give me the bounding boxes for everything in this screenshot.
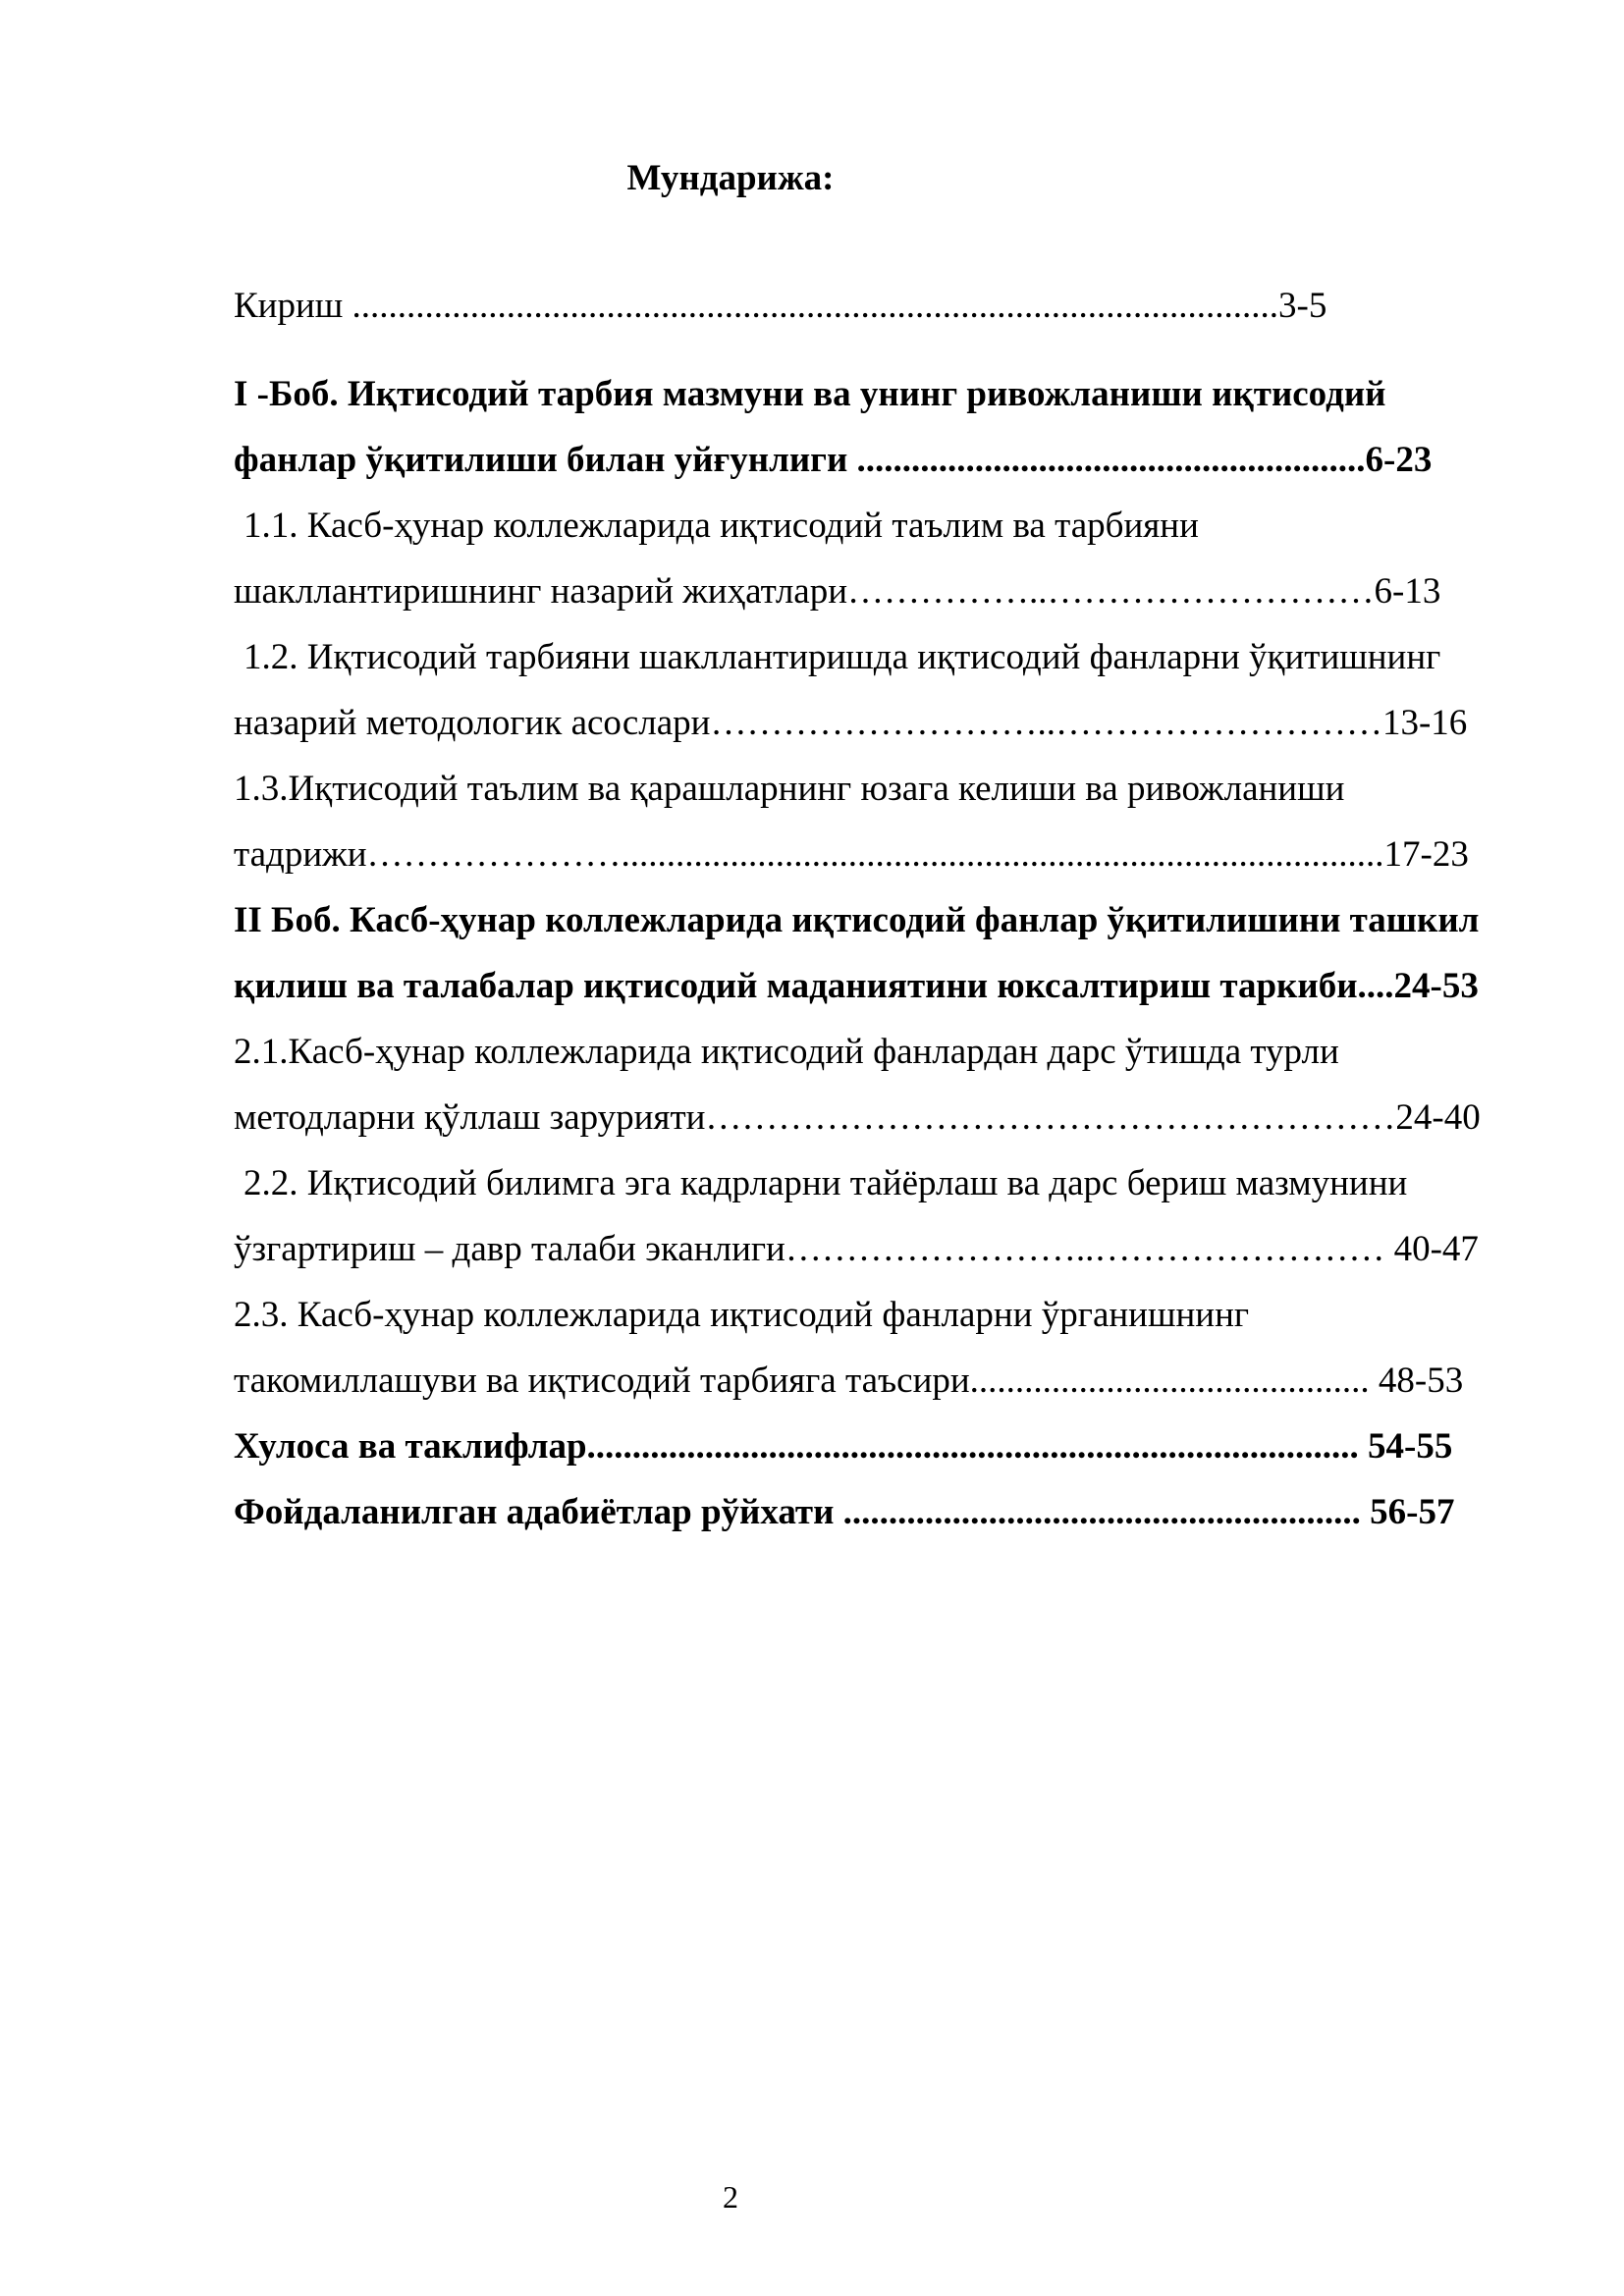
toc-entry-chapter-1-line-1: I -Боб. Иқтисодий тарбия мазмуни ва унинг ривожланиши иқтисодий [234, 374, 1386, 414]
toc-entry-chapter-1-line-2: фанлар ўқитилиши билан уйғунлиги ........................................................6-23 [234, 440, 1433, 480]
toc-entry-2-3-line-1: 2.3. Касб-ҳунар коллежларида иқтисодий фанларни ўрганишнинг [234, 1295, 1250, 1335]
toc-entry-1-3-line-2: тадрижи…………………....................................................................................17-23 [234, 834, 1469, 875]
toc-entry-1-2-line-2: назарий методологик асослари………………………..………………………13-16 [234, 703, 1468, 743]
toc-entry-2-1-line-2: методларни қўллаш зарурияти…………………………………………………24-40 [234, 1097, 1481, 1138]
toc-entry-conclusions: Хулоса ва таклифлар..................................................................................... 54-55 [234, 1426, 1453, 1467]
toc-entry-1-1-line-1: 1.1. Касб-ҳунар коллежларида иқтисодий таълим ва тарбияни [244, 506, 1199, 546]
page-number: 2 [723, 2179, 738, 2215]
toc-entry-2-2-line-2: ўзгартириш – давр талаби эканлиги……………………..…………………… 40-47 [234, 1229, 1479, 1269]
toc-entry-2-2-line-1: 2.2. Иқтисодий билимга эга кадрларни тайёрлаш ва дарс бериш мазмунини [244, 1163, 1408, 1203]
toc-entry-chapter-2-line-1: II Боб. Касб-ҳунар коллежларида иқтисодий фанлар ўқитилишини ташкил [234, 900, 1480, 940]
toc-entry-introduction: Кириш ......................................................................................................3-5 [234, 286, 1327, 326]
toc-entry-2-3-line-2: такомиллашуви ва иқтисодий тарбияга таъсири............................................ 48-53 [234, 1361, 1464, 1401]
toc-entry-1-1-line-2: шакллантиришнинг назарий жиҳатлари……………..………………………6-13 [234, 571, 1441, 612]
toc-entry-1-2-line-1: 1.2. Иқтисодий тарбияни шакллантиришда иқтисодий фанларни ўқитишнинг [244, 637, 1441, 677]
toc-entry-1-3-line-1: 1.3.Иқтисодий таълим ва қарашларнинг юзага келиши ва ривожланиши [234, 769, 1345, 809]
page-title: Мундарижа: [626, 158, 835, 198]
toc-entry-chapter-2-line-2: қилиш ва талабалар иқтисодий маданиятини юксалтириш таркиби....24-53 [234, 966, 1479, 1006]
toc-entry-bibliography: Фойдаланилган адабиётлар рўйхати ......................................................... 56-57 [234, 1492, 1455, 1532]
toc-entry-2-1-line-1: 2.1.Касб-ҳунар коллежларида иқтисодий фанлардан дарс ўтишда турли [234, 1032, 1339, 1072]
